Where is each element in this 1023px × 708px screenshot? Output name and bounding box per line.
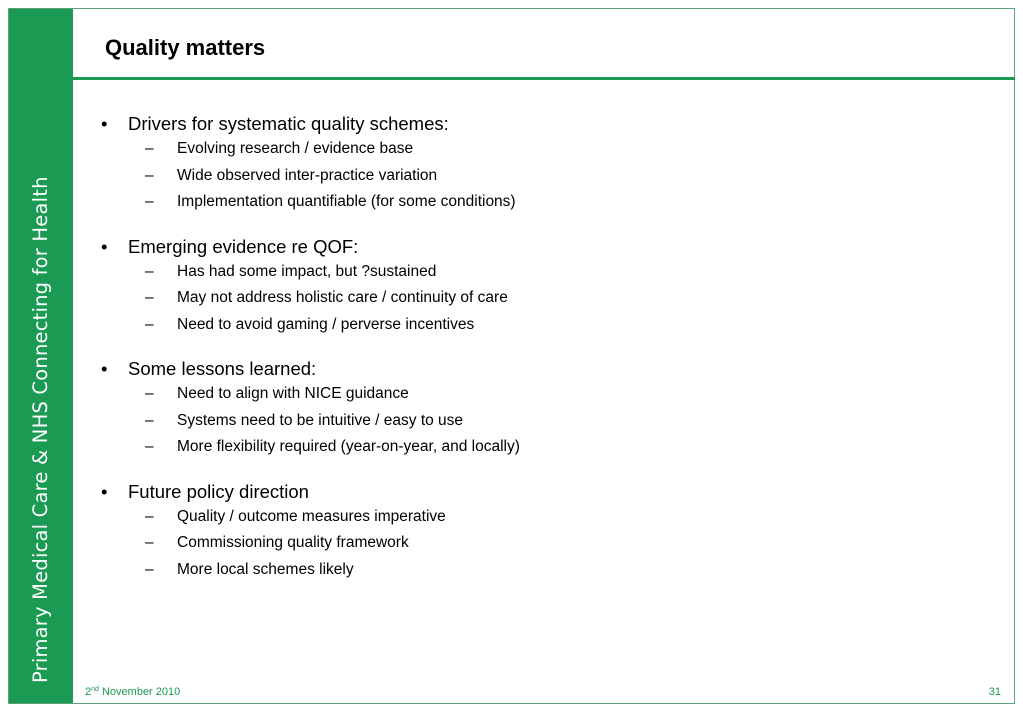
- bullet-group: [98, 480, 978, 584]
- sub-bullet-dash: –: [145, 315, 154, 333]
- sub-bullet-item: [98, 557, 978, 584]
- sub-bullet-dash: –: [145, 385, 154, 402]
- sub-bullet-item: [98, 312, 978, 339]
- sub-bullet-text: Quality / outcome measures imperative: [177, 507, 446, 525]
- bullet-item: [98, 235, 978, 259]
- sub-bullet-text: More local schemes likely: [177, 560, 354, 578]
- bullet-list: [98, 112, 978, 602]
- sub-bullet-text: More flexibility required (year-on-year, and locally): [177, 438, 520, 455]
- sub-bullet-dash: –: [145, 507, 154, 525]
- sub-bullet-dash: –: [145, 534, 154, 551]
- sub-bullet-text: Need to align with NICE guidance: [177, 385, 409, 402]
- sub-bullet-text: Systems need to be intuitive / easy to use: [177, 411, 464, 429]
- sub-bullet-dash: –: [145, 438, 154, 455]
- sub-bullet-text: Wide observed inter-practice variation: [177, 166, 438, 184]
- sidebar-caption: Primary Medical Care & NHS Connecting for Health: [29, 176, 52, 683]
- bullet-group: [98, 357, 978, 461]
- bullet-item: [98, 112, 978, 136]
- sub-bullet-item: [98, 189, 978, 216]
- sub-bullet-item: [98, 136, 978, 163]
- bullet-dot: •: [101, 235, 108, 257]
- page-number: 31: [988, 686, 1001, 698]
- slide-title: Quality matters: [105, 35, 266, 60]
- sub-bullet-item: [98, 504, 978, 531]
- sub-bullet-dash: –: [145, 560, 154, 578]
- sub-bullet-text: Implementation quantifiable (for some conditions): [177, 193, 516, 210]
- sub-bullet-item: [98, 408, 978, 435]
- bullet-text: Emerging evidence re QOF:: [128, 235, 359, 257]
- sub-bullet-text: May not address holistic care / continuity of care: [177, 289, 508, 306]
- sub-bullet-dash: –: [145, 193, 154, 210]
- sub-bullet-item: [98, 530, 978, 557]
- title-rule: [73, 77, 1015, 80]
- sub-bullet-item: [98, 434, 978, 461]
- bullet-text: Drivers for systematic quality schemes:: [128, 113, 449, 134]
- sub-bullet-dash: –: [145, 262, 154, 280]
- sub-bullet-text: Has had some impact, but ?sustained: [177, 262, 437, 280]
- bullet-item: [98, 357, 978, 381]
- sub-bullet-item: [98, 259, 978, 286]
- footer-date: [85, 686, 180, 698]
- bullet-text: Future policy direction: [128, 480, 309, 502]
- bullet-dot: •: [101, 358, 108, 379]
- sub-bullet-item: [98, 285, 978, 312]
- sub-bullet-text: Evolving research / evidence base: [177, 140, 414, 157]
- sub-bullet-item: [98, 381, 978, 408]
- bullet-group: [98, 235, 978, 339]
- sub-bullet-dash: –: [145, 411, 154, 429]
- footer-date-rest: November 2010: [98, 686, 181, 698]
- sub-bullet-text: Need to avoid gaming / perverse incentives: [177, 315, 475, 333]
- sub-bullet-dash: –: [145, 140, 154, 157]
- sub-bullet-text: Commissioning quality framework: [177, 534, 409, 551]
- sub-bullet-item: [98, 163, 978, 190]
- bullet-group: [98, 112, 978, 216]
- footer-date-suffix: nd: [91, 686, 99, 693]
- bullet-text: Some lessons learned:: [128, 358, 317, 379]
- sub-bullet-dash: –: [145, 289, 154, 306]
- bullet-dot: •: [101, 113, 108, 134]
- bullet-item: [98, 480, 978, 504]
- footer-date-day: 2: [85, 686, 92, 698]
- sub-bullet-dash: –: [145, 166, 154, 184]
- bullet-dot: •: [101, 480, 108, 502]
